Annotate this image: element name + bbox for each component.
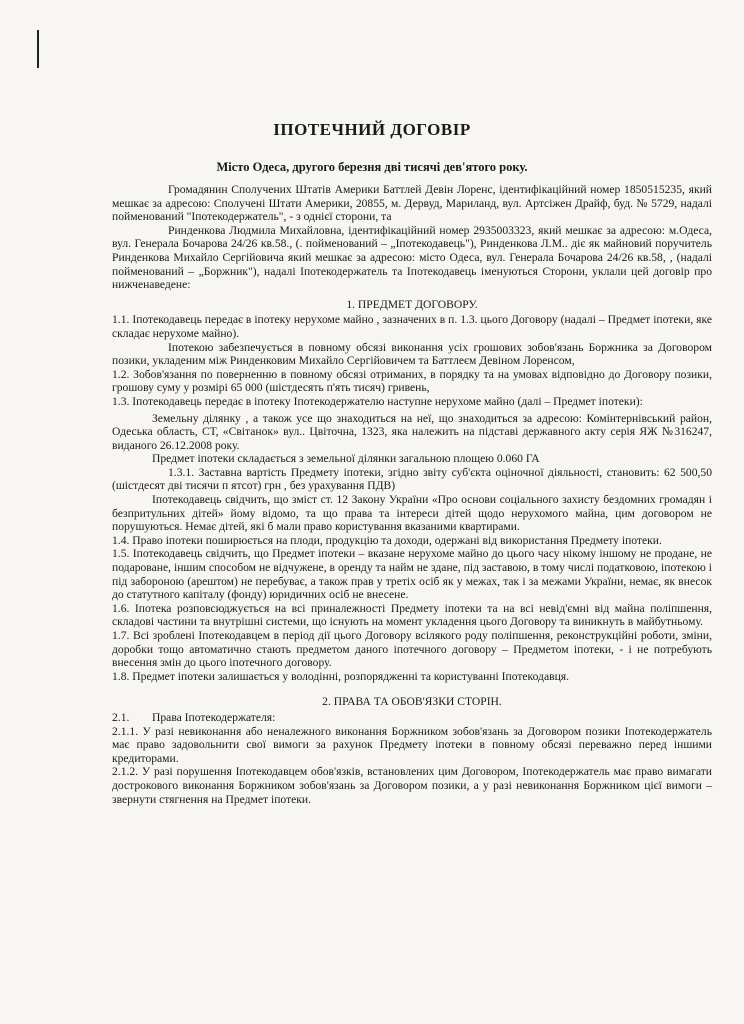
party-2-paragraph: Ринденкова Людмила Михайловна, ідентифікаційний номер 2935003323, який мешкає за адресою: м.Одеса, вул. Генерала Бочарова 24/26 кв.58., (. пойменований – „Іпотекодавець"), Ринденкова Л.М.. діє як майновий поручитель Ринденкова Михайло Сергійовича який мешкає за адресою: місто Одеса, вул. Генерала Бочарова 24/26 кв.58, , (надалі пойменований – „Боржник"), надалі Іпотекодержатель та Іпотекодавець іменуються Сторони, уклали цей договір про нижченаведене: (112, 223, 712, 292)
section-2-heading: 2. ПРАВА ТА ОБОВ'ЯЗКИ СТОРІН. (322, 695, 502, 709)
document-body (112, 183, 712, 806)
clause-1-3-area: Предмет іпотеки складається з земельної ділянки загальною площею 0.060 ГА (152, 452, 540, 466)
clause-2-1-2: 2.1.2. У разі порушення Іпотекодавцем обов'язків, встановлених цим Договором, Іпотекодержатель має право вимагати дострокового виконання Боржником зобов'язань за Договором позики, а у разі невиконання Боржником цієї вимоги – звернути стягнення на Предмет іпотеки. (112, 765, 712, 806)
section-1-heading: 1. ПРЕДМЕТ ДОГОВОРУ. (346, 297, 478, 311)
clause-2-1-text: Права Іпотекодержателя: (152, 710, 276, 724)
clause-1-6: 1.6. Іпотека розповсюджується на всі приналежності Предмету іпотеки та на всі невід'ємні від майна поліпшення, складові частини та внутрішні системи, що існують на момент укладення цього Договору та виникнуть в майбутньому. (112, 601, 712, 629)
clause-1-3-1: 1.3.1. Заставна вартість Предмету іпотеки, згідно звіту суб'єкта оціночної діяльності, становить: 62 500,50 (шістдесят дві тисячи п ятсот) грн , без урахування ПДВ) (112, 465, 712, 493)
scan-margin-mark (37, 30, 39, 68)
clause-1-7: 1.7. Всі зроблені Іпотекодавцем в період дії цього Договору всілякого роду поліпшення, реконструкційні роботи, зміни, доробки тощо автоматично стають предметом даного іпотечного договору – Предметом іпотеки, - і не потребують внесення змін до цього іпотечного договору. (112, 629, 712, 670)
clause-1-1-security: Іпотекою забезпечується в повному обсязі виконання усіх грошових зобов'язань Боржника за Договором позики, укладеним між Ринденковим Михайло Сергійовичем та Баттлеєм Девіном Лоренсом, (112, 340, 712, 368)
clause-2-1-number: 2.1. (112, 710, 130, 724)
clause-2-1-1: 2.1.1. У разі невиконання або неналежного виконання Боржником зобов'язань за Договором позики Іпотекодержатель має право задовольнити свої вимоги за рахунок Предмету іпотеки в повному обсязі переважно перед іншими кредиторами. (112, 724, 712, 765)
clause-1-4: 1.4. Право іпотеки поширюється на плоди, продукцію та доходи, одержані від використання Предмету іпотеки. (112, 533, 662, 547)
clause-1-3-land-plot: Земельну ділянку , а також усе що знаходиться на неї, що знаходиться за адресою: Комінтернівський район, Одеська область, СТ, «Світанок» вул.. Цвіточна, 1323, яка належить на підставі державного акту серія ЯЖ №316247, виданого 26.12.2008 року. (112, 411, 712, 452)
clause-1-3: 1.3. Іпотекодавець передає в іпотеку Іпотекодержателю наступне нерухоме майно (далі – Предмет іпотеки): (112, 394, 643, 408)
clause-1-1: 1.1. Іпотекодавець передає в іпотеку нерухоме майно , зазначених в п. 1.3. цього Договору (надалі – Предмет іпотеки, яке складає нерухоме майно). (112, 313, 712, 340)
clause-1-5: 1.5. Іпотекодавець свідчить, що Предмет іпотеки – вказане нерухоме майно до цього часу нікому іншому не продане, не подароване, іншим способом не відчужене, в оренду та найм не здане, під заставою, в тому числі податковою, іпотекою і під забороною (арештом) не перебуває, а також прав у третіх осіб як у межах, так і за межами України, немає, як внесок до статутного капіталу (фонду) юридичних осіб не внесене. (112, 547, 712, 602)
clause-2-1 (112, 711, 712, 725)
place-date-line: Місто Одеса, другого березня дві тисячі дев'ятого року. (216, 160, 528, 174)
clause-1-3-children-rights: Іпотекодавець свідчить, що зміст ст. 12 Закону України «Про основи соціального захисту бездомних громадян і безпритульних дітей» йому відомо, та що права та інтереси дітей щодо нерухомого майна, цим договором не порушуються. Немає дітей, які б мали право користування вказаними квартирами. (112, 493, 712, 534)
clause-1-2: 1.2. Зобов'язання по поверненню в повному обсязі отриманих, в порядку та на умовах відповідно до Договору позики, грошову суму у розмірі 65 000 (шістдесять п'ять тисяч) гривень, (112, 367, 712, 395)
party-1-paragraph: Громадянин Сполучених Штатів Америки Баттлей Девін Лоренс, ідентифікаційний номер 1850515235, який мешкає за адресою: Сполучені Штати Америки, 20855, м. Дервуд, Мариланд, вул. Артсіжен Драйф, буд. № 5729, надалі пойменований "Іпотекодержатель", - з однієї сторони, та (112, 183, 712, 224)
document-title: ІПОТЕЧНИЙ ДОГОВІР (273, 120, 471, 139)
clause-1-8: 1.8. Предмет іпотеки залишається у володінні, розпорядженні та користуванні Іпотекодавця. (112, 669, 570, 683)
